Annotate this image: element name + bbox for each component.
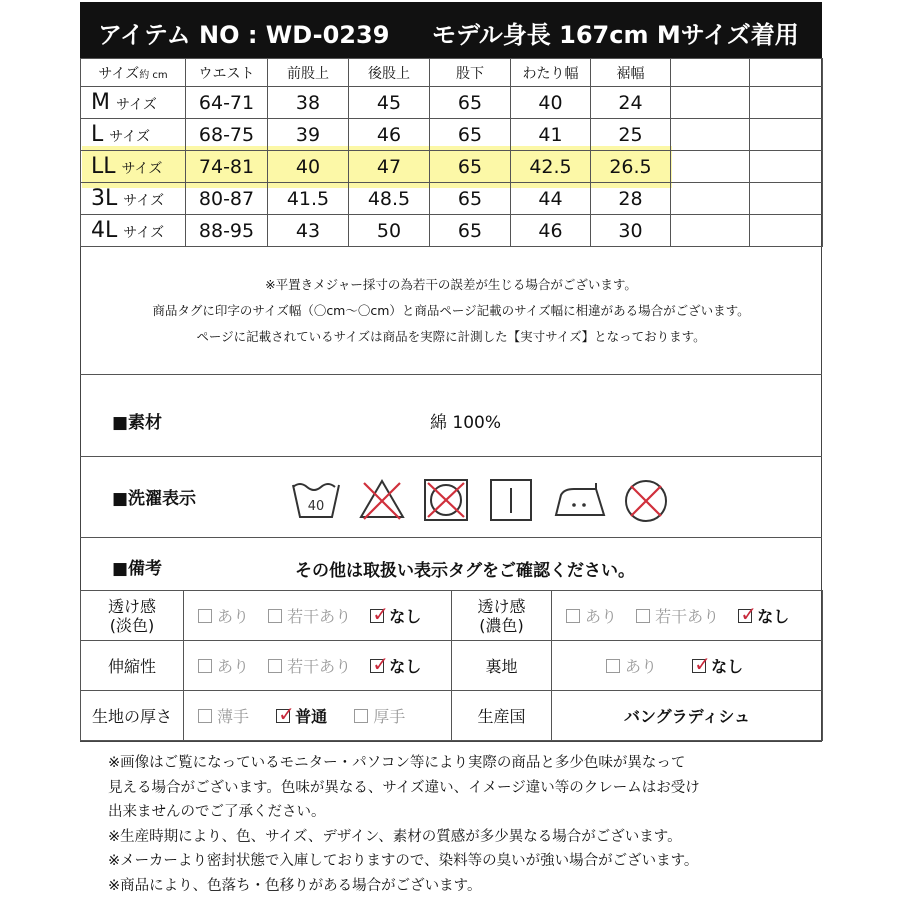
- option-unchecked[interactable]: あり: [566, 604, 617, 627]
- property-row: [81, 591, 823, 641]
- cell-hem: 28: [591, 183, 671, 215]
- cell-empty: [750, 215, 823, 247]
- checkbox-icon: [268, 609, 282, 623]
- cell-empty: [750, 183, 823, 215]
- size-row-ll: [81, 151, 823, 183]
- cell-empty: [750, 119, 823, 151]
- cell-inseam: 65: [430, 87, 511, 119]
- footer-line: 見える場合がございます。色味が異なる、サイズ違い、イメージ違い等のクレームはお受け: [108, 779, 700, 796]
- cell-back-rise: 48.5: [349, 183, 430, 215]
- footer-line: ※生産時期により、色、サイズ、デザイン、素材の質感が多少異なる場合がございます。: [108, 828, 682, 845]
- material-label: ■素材: [112, 413, 163, 433]
- col-header: 後股上: [349, 59, 430, 87]
- size-row-m: [81, 87, 823, 119]
- cell-inseam: 65: [430, 183, 511, 215]
- no-bleach-icon: [358, 477, 406, 523]
- cell-waist: 80-87: [186, 183, 268, 215]
- cell-empty: [671, 87, 750, 119]
- checked-box-icon: ✓: [694, 652, 711, 676]
- footer-line: ※商品により、色落ち・色移りがある場合がございます。: [108, 877, 482, 894]
- cell-empty: [671, 215, 750, 247]
- cell-empty: [671, 183, 750, 215]
- col-header: わたり幅: [511, 59, 591, 87]
- thickness-label: 生地の厚さ: [81, 691, 184, 741]
- sheer-light-options: [184, 591, 452, 641]
- option-unchecked[interactable]: 若干あり: [636, 604, 719, 627]
- note-line: ※平置きメジャー採寸の為若干の誤差が生じる場合がございます。: [265, 277, 637, 292]
- size-label: M サイズ: [81, 87, 186, 119]
- cell-back-rise: 47: [349, 151, 430, 183]
- cell-waist: 64-71: [186, 87, 268, 119]
- thickness-options: [184, 691, 452, 741]
- checked-box-icon: ✓: [278, 702, 295, 726]
- checkbox-icon: [354, 709, 368, 723]
- divider: [80, 374, 822, 375]
- col-header: ウエスト: [186, 59, 268, 87]
- washing-label: ■洗濯表示: [112, 489, 197, 509]
- checked-box-icon: ✓: [372, 602, 389, 626]
- checkbox-icon: [636, 609, 650, 623]
- cell-empty: [671, 119, 750, 151]
- cell-back-rise: 46: [349, 119, 430, 151]
- cell-thigh: 40: [511, 87, 591, 119]
- option-checked[interactable]: ✓ なし: [372, 652, 422, 676]
- checkbox-icon: [198, 609, 212, 623]
- cell-front-rise: 38: [268, 87, 349, 119]
- header-bar: [80, 2, 822, 58]
- measurement-notes: [80, 272, 822, 350]
- option-unchecked[interactable]: あり: [198, 604, 249, 627]
- col-header: 股下: [430, 59, 511, 87]
- svg-text:40: 40: [307, 499, 325, 514]
- line-dry-icon: [488, 477, 534, 523]
- size-row-l: [81, 119, 823, 151]
- cell-back-rise: 45: [349, 87, 430, 119]
- footer-line: ※メーカーより密封状態で入庫しておりますので、染料等の臭いが強い場合がございます。: [108, 853, 699, 869]
- sheer-light-label: 透け感 (淡色): [81, 591, 184, 641]
- cell-thigh: 46: [511, 215, 591, 247]
- size-label: 4L サイズ: [81, 215, 186, 247]
- option-unchecked[interactable]: あり: [198, 654, 249, 677]
- cell-thigh: 42.5: [511, 151, 591, 183]
- remarks-label: ■備考: [112, 559, 163, 579]
- remarks-value: その他は取扱い表示タグをご確認ください。: [295, 561, 635, 581]
- col-header: [750, 59, 823, 87]
- cell-hem: 25: [591, 119, 671, 151]
- property-table: [80, 590, 823, 741]
- option-checked[interactable]: ✓ 普通: [278, 702, 328, 726]
- divider: [80, 537, 822, 538]
- cell-hem: 26.5: [591, 151, 671, 183]
- size-table-header: [81, 59, 823, 87]
- size-label: 3L サイズ: [81, 183, 186, 215]
- option-checked[interactable]: ✓ なし: [372, 602, 422, 626]
- option-checked[interactable]: ✓ なし: [740, 602, 790, 626]
- property-row: [81, 691, 823, 741]
- note-line: 商品タグに印字のサイズ幅（〇cm〜〇cm）と商品ページ記載のサイズ幅に相違がある場合がございます。: [152, 303, 750, 318]
- cell-inseam: 65: [430, 215, 511, 247]
- no-tumble-dry-icon: [422, 477, 470, 523]
- option-unchecked[interactable]: 薄手: [198, 704, 249, 727]
- cell-waist: 68-75: [186, 119, 268, 151]
- lining-label: 裏地: [452, 641, 552, 691]
- divider: [80, 456, 822, 457]
- checkbox-icon: [268, 659, 282, 673]
- size-label: L サイズ: [81, 119, 186, 151]
- note-line: ページに記載されているサイズは商品を実際に計測した【実寸サイズ】となっております。: [196, 329, 706, 344]
- cell-thigh: 44: [511, 183, 591, 215]
- size-table: [80, 58, 823, 247]
- item-number: アイテム NO : WD-0239: [98, 21, 390, 49]
- option-unchecked[interactable]: あり: [606, 654, 657, 677]
- cell-waist: 88-95: [186, 215, 268, 247]
- cell-thigh: 41: [511, 119, 591, 151]
- size-header-cell: サイズ約 cm: [81, 59, 186, 87]
- cell-empty: [671, 151, 750, 183]
- cell-front-rise: 43: [268, 215, 349, 247]
- no-dry-clean-icon: [622, 477, 670, 525]
- option-unchecked[interactable]: 厚手: [354, 704, 405, 727]
- cell-empty: [750, 151, 823, 183]
- checked-box-icon: ✓: [740, 602, 757, 626]
- origin-value: バングラディシュ: [552, 691, 823, 741]
- cell-empty: [750, 87, 823, 119]
- footer-line: ※画像はご覧になっているモニター・パソコン等により実際の商品と多少色味が異なって: [108, 755, 686, 771]
- wash-40-icon: [290, 477, 342, 523]
- sheer-dark-label: 透け感 (濃色): [452, 591, 552, 641]
- stretch-label: 伸縮性: [81, 641, 184, 691]
- lining-options: [552, 641, 823, 691]
- checkbox-icon: [606, 659, 620, 673]
- checkbox-icon: [198, 709, 212, 723]
- sheer-dark-options: [552, 591, 823, 641]
- footer-line: 出来ませんのでご了承ください。: [108, 804, 326, 820]
- checkbox-icon: [566, 609, 580, 623]
- size-row-3l: [81, 183, 823, 215]
- cell-hem: 30: [591, 215, 671, 247]
- cell-inseam: 65: [430, 151, 511, 183]
- col-header: 前股上: [268, 59, 349, 87]
- material-value: 綿 100%: [430, 413, 502, 433]
- cell-front-rise: 40: [268, 151, 349, 183]
- footer-notes: [108, 751, 700, 898]
- checked-box-icon: ✓: [372, 652, 389, 676]
- cell-front-rise: 41.5: [268, 183, 349, 215]
- size-label: LL サイズ: [81, 151, 186, 183]
- cell-waist: 74-81: [186, 151, 268, 183]
- option-unchecked[interactable]: 若干あり: [268, 654, 351, 677]
- iron-low-icon: [552, 477, 608, 523]
- checkbox-icon: [198, 659, 212, 673]
- model-info: モデル身長 167cm Mサイズ着用: [432, 21, 799, 49]
- property-row: [81, 641, 823, 691]
- cell-hem: 24: [591, 87, 671, 119]
- stretch-options: [184, 641, 452, 691]
- cell-front-rise: 39: [268, 119, 349, 151]
- origin-label: 生産国: [452, 691, 552, 741]
- col-header: 裾幅: [591, 59, 671, 87]
- option-unchecked[interactable]: 若干あり: [268, 604, 351, 627]
- size-row-4l: [81, 215, 823, 247]
- option-checked[interactable]: ✓ なし: [694, 652, 744, 676]
- cell-inseam: 65: [430, 119, 511, 151]
- cell-back-rise: 50: [349, 215, 430, 247]
- col-header: [671, 59, 750, 87]
